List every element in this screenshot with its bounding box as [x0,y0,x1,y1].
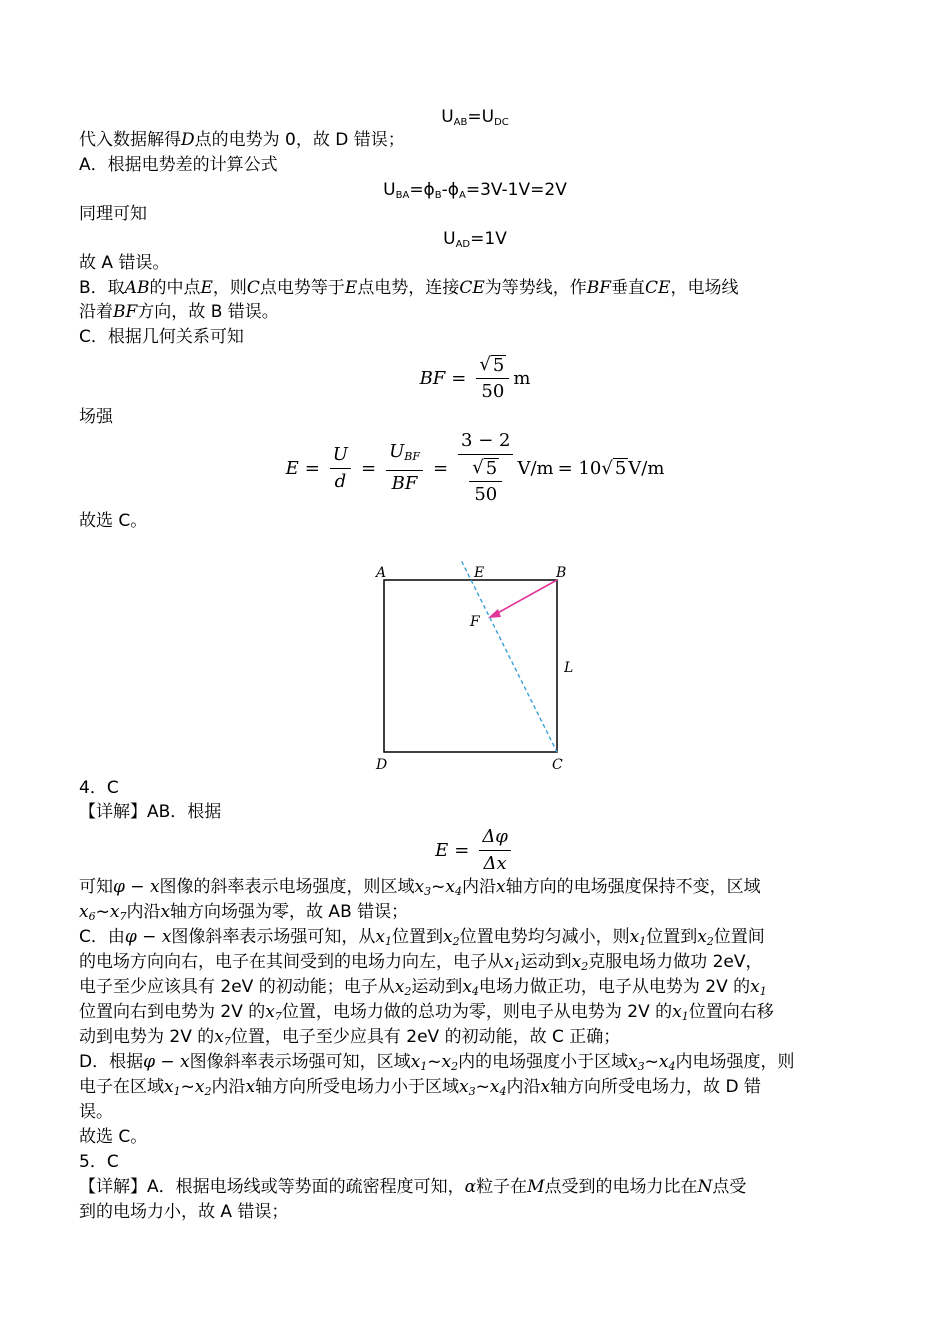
math-symbol: x [445,877,455,897]
text: 图像斜率表示场强可知，从 [171,927,376,947]
fraction-numerator: U [330,444,351,469]
equation-delta [0,824,950,876]
math-symbol: x [459,1077,469,1097]
eq-text: = 10 [557,457,602,479]
fraction-numerator [469,457,502,482]
text: 图像的斜率表示电场强度，则区域 [159,877,415,897]
text-line-3 [79,203,879,225]
math-sub: 3 [468,1085,476,1098]
math-symbol: M [527,1177,545,1197]
eq-text: U [441,107,454,127]
math-symbol: φ − x [124,927,172,947]
math-symbol: x [750,977,760,997]
math-symbol: x [658,1052,669,1072]
math-symbol: φ − x [143,1052,190,1072]
math-sub: 4 [499,1085,507,1098]
text: 可知 [79,877,113,897]
eq-operator: = [451,367,467,389]
text: ~ [427,1052,442,1072]
math-sub: 2 [706,935,714,948]
text-line-13 [79,901,879,928]
eq-sub: B [434,190,442,201]
math-symbol: x [414,877,425,897]
text: 点受 [712,1177,747,1197]
text: 运动到 [520,952,572,972]
eq-text: =ϕ [409,180,435,200]
text-line-15 [79,951,879,978]
sqrt [472,457,499,479]
text: 垂直 [611,278,646,298]
text: 电场力做正功，电子从电势为 2V 的 [478,977,751,997]
math-symbol: x [394,977,405,997]
text: 点受到的电场力比在 [544,1177,698,1197]
fraction-denominator: 50 [474,484,498,505]
text: 场强 [79,407,113,427]
label-a: A [376,565,387,581]
math-symbol: x [504,952,514,972]
eq-symbol: E [285,457,299,479]
label-e: E [474,565,485,581]
text: 内沿 [506,1077,541,1097]
text-line-7 [79,326,879,348]
text: 4．C [79,778,119,798]
text: 位置向右到电势为 2V 的 [79,1002,266,1022]
text: D．根据 [79,1052,144,1072]
text: 的中点 [149,278,201,298]
eq-text: =1V [470,229,507,249]
math-sub: 2 [581,960,589,973]
arrowhead-icon [488,609,501,618]
eq-unit: m [513,367,531,389]
eq-sub: DC [494,117,509,128]
text: 轴方向所受电场力小于区域 [255,1077,460,1097]
math-symbol: α [464,1177,477,1197]
math-symbol: x [462,977,472,997]
text: 轴方向的电场强度保持不变，区域 [505,877,761,897]
math-symbol: φ − x [113,877,160,897]
text: 克服电场力做功 2eV， [588,952,763,972]
fraction-numerator: 3 − 2 [458,430,513,455]
text-line-18 [79,1026,879,1053]
math-symbol: x [443,927,453,947]
eq-sub: BA [395,190,410,201]
square-abcd [384,580,557,752]
text-line-24 [79,1176,879,1198]
text: ~ [95,902,110,922]
text-line-8 [79,406,879,428]
text: 点的电势为 0，故 D 错误； [194,130,405,150]
math-sub: 4 [471,985,479,998]
text: 代入数据解得 [79,130,181,150]
math-symbol: CE [459,278,485,298]
math-symbol: x [214,1027,224,1047]
eq-text: U [383,180,396,200]
text: 点电势等于 [259,278,345,298]
math-sub: 1 [681,1010,689,1023]
text-line-20 [79,1076,879,1103]
fraction-denominator [466,455,505,506]
radical-sign: √ [479,353,491,375]
text-line-25 [79,1201,879,1223]
math-symbol: E [344,278,358,298]
text: 同理可知 [79,204,147,224]
math-sub: 1 [173,1085,181,1098]
radical-sign: √ [472,457,484,478]
eq-operator: = [432,457,449,479]
math-symbol: x [697,927,707,947]
math-symbol: C [246,278,260,298]
radicand: 5 [492,354,505,376]
math-sub: 2 [452,935,460,948]
equation-bf [0,350,950,406]
math-sub: 1 [420,1060,428,1073]
eq-sub: BF [404,450,420,463]
fraction [458,430,513,506]
text: 位置，电子至少应具有 2eV 的初动能，故 C 正确； [230,1027,621,1047]
math-sub: 2 [204,1085,212,1098]
text-line-1 [79,129,879,151]
text: 沿着 [79,302,113,322]
text: 方向，故 B 错误。 [137,302,279,322]
math-symbol: x [265,1002,275,1022]
math-sub: 7 [119,910,127,923]
sqrt [479,354,506,376]
text-line-16 [79,976,879,1003]
math-symbol: x [410,1052,421,1072]
math-symbol: x [79,902,89,922]
fraction-numerator [386,441,423,471]
text: 的电场方向向右，电子在其间受到的电场力向左，电子从 [79,952,504,972]
text: 内沿 [461,877,496,897]
eq-text: =3V-1V=2V [465,180,567,200]
text: 【详解】A．根据电场线或等势面的疏密程度可知， [79,1177,465,1197]
math-symbol: D [181,130,195,150]
math-symbol: CE [645,278,671,298]
text: 动到电势为 2V 的 [79,1027,215,1047]
text-line-6 [79,301,879,323]
text: A．根据电势差的计算公式 [79,155,278,175]
text: 故 A 错误。 [79,253,170,273]
text: 轴方向场强为零，故 AB 错误； [170,902,409,922]
math-symbol: x [245,1077,256,1097]
text: 电子至少应该具有 2eV 的初动能；电子从 [79,977,395,997]
field-line-bf [494,580,557,615]
eq-text: U [481,107,495,127]
fraction [330,444,351,493]
text: 内的电场强度小于区域 [458,1052,629,1072]
math-sub: 2 [451,1060,459,1073]
math-sub: 1 [385,935,393,948]
label-c: C [552,757,563,773]
text: B．取 [79,278,125,298]
nested-fraction [469,457,502,506]
text-line-14 [79,926,879,953]
radicand: 5 [485,458,498,479]
text: 电子在区域 [79,1077,164,1097]
text: ~ [644,1052,659,1072]
eq-operator: = [360,457,377,479]
square-field-diagram [360,560,590,780]
eq-text: -ϕ [441,180,460,200]
math-symbol: x [375,927,386,947]
fraction [386,441,423,495]
fraction-denominator: BF [391,473,418,494]
equation-efield [0,428,950,508]
eq-symbol: BF [419,367,446,389]
sqrt [601,458,628,479]
math-symbol: x [489,1077,500,1097]
text-line-11 [79,801,879,823]
text: 点电势，连接 [357,278,460,298]
text: 位置电势均匀减小，则 [459,927,630,947]
eq-unit: V/m [628,457,665,479]
text: 粒子在 [476,1177,528,1197]
text: 位置间 [713,927,765,947]
eq-symbol: U [389,441,405,462]
text: 误。 [79,1102,113,1122]
math-sub: 3 [424,885,432,898]
text: 到的电场力小，故 A 错误； [79,1202,289,1222]
text-line-5 [79,277,879,299]
text: 5．C [79,1152,119,1172]
math-symbol: x [441,1052,452,1072]
text: 位置到 [646,927,698,947]
math-sub: 2 [404,985,412,998]
radicand: 5 [614,457,627,479]
text: ，则 [212,278,247,298]
math-symbol: x [571,952,582,972]
math-symbol: E [200,278,213,298]
math-sub: 4 [454,885,462,898]
text-line-23 [79,1151,879,1173]
text: 内沿 [126,902,161,922]
fraction-denominator: Δx [483,852,507,874]
math-sub: 4 [668,1060,676,1073]
text: 内沿 [211,1077,246,1097]
fraction-denominator: 50 [481,380,505,402]
math-sub: 3 [637,1060,645,1073]
math-symbol: x [109,902,120,922]
math-symbol: x [540,1077,551,1097]
eq-unit: V/m [517,457,554,479]
math-symbol: x [160,902,171,922]
math-sub: 1 [639,935,647,948]
math-sub: 1 [759,985,767,998]
text: 为等势线，作 [484,278,587,298]
text: 位置到 [392,927,444,947]
eq-sub: AD [455,239,471,250]
eq-symbol: E [435,839,449,861]
text-line-10 [79,777,879,799]
text: ~ [475,1077,490,1097]
eq-sub: AB [453,117,468,128]
label-f: F [470,614,480,630]
text: 位置，电场力做的总功为零，则电子从电势为 2V 的 [281,1002,673,1022]
math-symbol: x [194,1077,205,1097]
math-symbol: AB [124,278,150,298]
text: ，电场线 [670,278,739,298]
eq-text: U [443,229,456,249]
text-line-22 [79,1126,879,1148]
math-symbol: x [672,1002,682,1022]
text: C．由 [79,927,125,947]
text-line-4 [79,252,879,274]
math-symbol: x [164,1077,174,1097]
math-symbol: x [495,877,506,897]
math-sub: 1 [513,960,521,973]
text: 运动到 [411,977,463,997]
fraction [479,826,511,875]
label-l: L [564,660,574,676]
text: 内电场强度，则 [675,1052,795,1072]
math-symbol: N [697,1177,713,1197]
text: 位置向右移 [688,1002,774,1022]
fraction-numerator [476,354,509,379]
eq-sub: A [459,190,466,201]
math-symbol: x [629,927,640,947]
label-b: B [556,565,567,581]
text-line-2 [79,154,879,176]
text: 【详解】AB．根据 [79,802,222,822]
text-line-19 [79,1051,879,1078]
fraction [476,354,509,403]
text: 图像斜率表示场强可知，区域 [189,1052,411,1072]
label-d: D [376,757,388,773]
radical-sign: √ [601,457,613,479]
text: 故选 C。 [79,511,148,531]
eq-operator: = [304,457,320,479]
text: 轴方向所受电场力，故 D 错 [550,1077,761,1097]
eq-text: = [467,107,482,127]
text-line-21 [79,1101,879,1123]
text-line-9 [79,510,879,532]
fraction-denominator: d [334,470,347,492]
text: 故选 C。 [79,1127,148,1147]
math-symbol: x [628,1052,638,1072]
text: C．根据几何关系可知 [79,327,244,347]
math-symbol: BF [586,278,612,298]
text-line-17 [79,1001,879,1028]
text: ~ [180,1077,195,1097]
math-sub: 6 [88,910,96,923]
text-line-12 [79,876,879,903]
math-sub: 7 [223,1035,231,1048]
fraction-numerator: Δφ [479,826,511,851]
text: ~ [431,877,446,897]
math-symbol: BF [113,302,138,322]
math-sub: 7 [274,1010,282,1023]
eq-operator: = [454,839,470,861]
